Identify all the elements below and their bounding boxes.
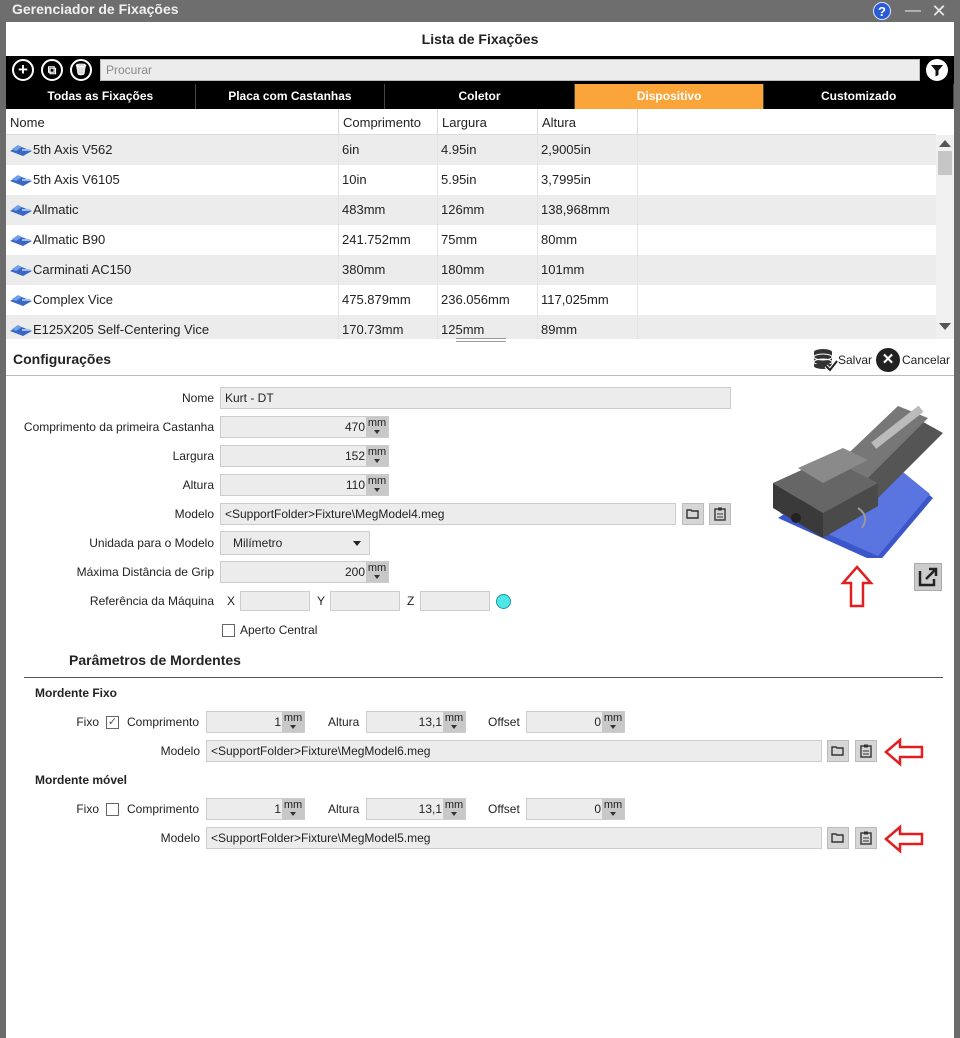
fixed-comp-value: 1 — [274, 715, 281, 729]
unidade-label: Unidada para o Modelo — [89, 536, 214, 550]
movable-comp-value: 1 — [274, 802, 281, 816]
movable-alt-label: Altura — [328, 802, 360, 816]
aperto-central-label: Aperto Central — [240, 623, 318, 637]
vise-icon — [9, 293, 33, 307]
table-header — [6, 109, 936, 135]
window-title: Gerenciador de Fixações — [12, 1, 179, 17]
tab-placa[interactable]: Placa com Castanhas — [196, 84, 386, 109]
z-label: Z — [407, 594, 415, 608]
minimize-button[interactable]: — — [905, 2, 921, 19]
unidade-select[interactable] — [220, 531, 370, 555]
table-scrollbar[interactable] — [936, 135, 954, 339]
fixed-comp-input[interactable] — [206, 711, 305, 733]
unit-dropdown[interactable]: mm — [443, 799, 465, 819]
table-cell — [339, 315, 438, 339]
fixture-name: Allmatic B90 — [33, 232, 106, 247]
copy-icon: ⧉ — [47, 63, 57, 77]
caret-icon — [451, 812, 457, 816]
fixture-dimension: 138,968mm — [541, 202, 610, 217]
vise-icon — [9, 203, 33, 217]
fixture-dimension: 236.056mm — [441, 292, 510, 307]
unit-dropdown[interactable]: mm — [282, 799, 304, 819]
grip-input[interactable] — [220, 561, 389, 583]
fixture-dimension: 117,025mm — [541, 292, 609, 307]
ref-maquina-label: Referência da Máquina — [89, 594, 214, 608]
caret-icon — [290, 812, 296, 816]
fixed-offset-input[interactable] — [526, 711, 625, 733]
tab-coletor[interactable]: Coletor — [385, 84, 575, 109]
column-largura[interactable]: Largura — [438, 109, 538, 135]
fixture-dimension: 380mm — [342, 262, 386, 277]
cancel-label: Cancelar — [902, 353, 951, 367]
movable-offset-input[interactable] — [526, 798, 625, 820]
fixture-table — [6, 109, 954, 339]
y-label: Y — [317, 594, 326, 608]
unit-dropdown[interactable]: mm — [443, 712, 465, 732]
fixture-dimension: 6in — [342, 142, 360, 157]
open-external-button[interactable] — [914, 563, 942, 591]
table-row[interactable] — [6, 165, 936, 195]
save-label: Salvar — [838, 353, 873, 367]
nome-label: Nome — [181, 391, 214, 405]
unit-dropdown[interactable]: mm — [366, 417, 388, 437]
fixture-dimension: 2,9005in — [541, 142, 591, 157]
filter-icon — [926, 59, 948, 81]
tab-dispositivo[interactable]: Dispositivo — [575, 84, 765, 109]
table-cell — [538, 255, 638, 285]
trash-icon: 🗑 — [74, 64, 88, 76]
vise-icon — [9, 263, 33, 277]
movable-fixo-label: Fixo — [76, 802, 99, 816]
fixture-dimension: 89mm — [541, 322, 578, 337]
jaws-section-title: Parâmetros de Mordentes — [69, 652, 241, 668]
vise-icon — [9, 143, 33, 157]
caret-icon — [374, 575, 380, 579]
nome-input[interactable]: Kurt - DT — [220, 387, 731, 409]
vise-icon — [9, 233, 33, 247]
table-cell — [339, 165, 438, 195]
ref-z-input[interactable] — [420, 591, 490, 611]
fixture-dimension: 4.95in — [441, 142, 477, 157]
table-cell — [339, 255, 438, 285]
unit-dropdown[interactable]: mm — [602, 712, 624, 732]
close-button[interactable]: ✕ — [931, 1, 947, 21]
fixture-dimension: 180mm — [441, 262, 485, 277]
altura-input[interactable] — [220, 474, 389, 496]
table-cell — [438, 165, 538, 195]
table-cell — [6, 315, 339, 339]
fixed-modelo-input[interactable]: <SupportFolder>Fixture\MegModel6.meg — [206, 740, 822, 762]
movable-paste-button[interactable] — [855, 827, 877, 849]
table-cell — [339, 135, 438, 165]
fixture-dimension: 75mm — [441, 232, 478, 247]
column-altura[interactable]: Altura — [538, 109, 638, 135]
table-row[interactable] — [6, 255, 936, 285]
vise-preview-image — [758, 388, 948, 558]
table-cell — [438, 285, 538, 315]
movable-modelo-label: Modelo — [160, 831, 200, 845]
movable-comp-label: Comprimento — [127, 802, 200, 816]
table-cell — [438, 255, 538, 285]
movable-comp-input[interactable] — [206, 798, 305, 820]
clipboard-icon — [860, 831, 872, 845]
paste-button[interactable] — [709, 503, 731, 525]
config-header — [6, 344, 954, 376]
fixed-offset-value: 0 — [594, 715, 601, 729]
fixture-dimension: 475.879mm — [342, 292, 411, 307]
table-cell — [6, 285, 339, 315]
fixture-name: Complex Vice — [33, 292, 113, 307]
fixed-jaw-title: Mordente Fixo — [35, 686, 118, 700]
vise-icon — [9, 323, 33, 337]
altura-value: 110 — [345, 478, 365, 492]
modelo-input[interactable]: <SupportFolder>Fixture\MegModel4.meg — [220, 503, 676, 525]
table-cell — [438, 315, 538, 339]
movable-jaw-title: Mordente móvel — [35, 773, 128, 787]
unit-dropdown[interactable]: mm — [366, 475, 388, 495]
list-title: Lista de Fixações — [6, 22, 954, 56]
fixture-name: Allmatic — [33, 202, 79, 217]
title-bar — [0, 0, 960, 22]
help-icon[interactable]: ? — [873, 2, 891, 20]
table-cell — [339, 225, 438, 255]
tab-todas[interactable]: Todas as Fixações — [6, 84, 196, 109]
column-nome[interactable]: Nome — [6, 109, 339, 135]
tab-customizado[interactable]: Customizado — [764, 84, 954, 109]
folder-icon — [686, 508, 700, 520]
ref-x-input[interactable] — [240, 591, 310, 611]
table-cell — [538, 135, 638, 165]
movable-fixo-checkbox[interactable] — [106, 803, 119, 816]
movable-alt-input[interactable] — [366, 798, 466, 820]
left-arrow-annotation-icon — [884, 824, 924, 854]
caret-icon — [451, 725, 457, 729]
caret-icon — [610, 812, 616, 816]
delete-fixture-button[interactable] — [70, 59, 92, 81]
fixed-fixo-checkbox[interactable]: ✓ — [107, 716, 118, 728]
clipboard-icon — [714, 507, 726, 521]
scroll-up-icon[interactable] — [939, 140, 951, 147]
unit-dropdown[interactable]: mm — [366, 446, 388, 466]
movable-modelo-input[interactable]: <SupportFolder>Fixture\MegModel5.meg — [206, 827, 822, 849]
movable-offset-label: Offset — [488, 802, 520, 816]
comp-castanha-input[interactable] — [220, 416, 389, 438]
table-row[interactable] — [6, 135, 936, 165]
largura-value: 152 — [344, 449, 365, 463]
fixture-name: E125X205 Self-Centering Vice — [33, 322, 210, 337]
table-cell — [538, 285, 638, 315]
fixed-alt-input[interactable] — [366, 711, 466, 733]
search-input[interactable]: Procurar — [100, 59, 920, 81]
category-tabs — [6, 84, 954, 109]
ref-y-input[interactable] — [330, 591, 400, 611]
table-cell — [339, 195, 438, 225]
fixture-name: 5th Axis V6105 — [33, 172, 120, 187]
database-save-icon — [812, 347, 838, 373]
table-row[interactable] — [6, 225, 936, 255]
folder-icon — [831, 745, 845, 757]
fixture-dimension: 126mm — [441, 202, 485, 217]
fixture-dimension: 3,7995in — [541, 172, 591, 187]
fixed-alt-label: Altura — [328, 715, 360, 729]
column-comprimento[interactable]: Comprimento — [339, 109, 438, 135]
folder-icon — [831, 832, 845, 844]
fixture-dimension: 10in — [342, 172, 367, 187]
browse-folder-button[interactable] — [682, 503, 704, 525]
fixed-fixo-label: Fixo — [76, 715, 99, 729]
movable-offset-value: 0 — [594, 802, 601, 816]
table-cell — [538, 225, 638, 255]
fixed-browse-folder-button[interactable] — [827, 740, 849, 762]
table-cell — [438, 225, 538, 255]
config-title: Configurações — [13, 351, 112, 367]
reference-pick-icon[interactable] — [496, 594, 511, 609]
cancel-button[interactable] — [876, 347, 950, 373]
fixture-dimension: 170.73mm — [342, 322, 404, 337]
caret-icon — [290, 725, 296, 729]
table-row[interactable] — [6, 315, 936, 339]
table-cell — [438, 195, 538, 225]
fixed-offset-label: Offset — [488, 715, 520, 729]
table-row[interactable] — [6, 285, 936, 315]
fixture-name: Carminati AC150 — [33, 262, 132, 277]
fixed-modelo-label: Modelo — [160, 744, 200, 758]
fixture-dimension: 483mm — [342, 202, 386, 217]
caret-icon — [374, 459, 380, 463]
filter-button[interactable] — [926, 59, 948, 81]
splitter-grip[interactable] — [456, 338, 506, 342]
fixed-alt-value: 13,1 — [418, 715, 442, 729]
save-button[interactable] — [812, 347, 872, 373]
up-arrow-annotation-icon — [840, 565, 874, 609]
grip-label: Máxima Distância de Grip — [76, 565, 214, 579]
table-cell — [6, 195, 339, 225]
fixture-dimension: 5.95in — [441, 172, 477, 187]
list-toolbar — [6, 56, 954, 84]
table-cell — [6, 225, 339, 255]
fixed-comp-label: Comprimento — [127, 715, 200, 729]
largura-label: Largura — [172, 449, 214, 463]
altura-label: Altura — [182, 478, 214, 492]
unit-dropdown[interactable]: mm — [366, 562, 388, 582]
movable-alt-value: 13,1 — [418, 802, 442, 816]
unidade-value: Milímetro — [233, 536, 283, 550]
vise-icon — [9, 173, 33, 187]
add-fixture-button[interactable] — [12, 59, 34, 81]
fixture-dimension: 125mm — [441, 322, 485, 337]
close-circle-icon: ✕ — [876, 348, 900, 372]
fixture-dimension: 241.752mm — [342, 232, 411, 247]
scroll-thumb[interactable] — [938, 151, 952, 175]
plus-icon: + — [18, 60, 28, 79]
table-cell — [538, 165, 638, 195]
table-cell — [6, 165, 339, 195]
fixture-name: 5th Axis V562 — [33, 142, 113, 157]
fixture-dimension: 80mm — [541, 232, 578, 247]
modelo-label: Modelo — [174, 507, 214, 521]
largura-input[interactable] — [220, 445, 389, 467]
caret-icon — [374, 430, 380, 434]
unit-dropdown[interactable]: mm — [282, 712, 304, 732]
caret-icon — [374, 488, 380, 492]
left-arrow-annotation-icon — [884, 737, 924, 767]
clipboard-icon — [860, 744, 872, 758]
caret-icon — [610, 725, 616, 729]
fixture-dimension: 101mm — [541, 262, 585, 277]
unit-dropdown[interactable]: mm — [602, 799, 624, 819]
table-cell — [339, 285, 438, 315]
table-cell — [6, 135, 339, 165]
table-cell — [6, 255, 339, 285]
copy-fixture-button[interactable] — [41, 59, 63, 81]
aperto-central-checkbox[interactable] — [222, 624, 235, 637]
grip-value: 200 — [344, 565, 365, 579]
external-link-icon — [915, 564, 941, 590]
table-cell — [538, 315, 638, 339]
comp-castanha-label: Comprimento da primeira Castanha — [23, 420, 214, 434]
table-row[interactable] — [6, 195, 936, 225]
scroll-down-icon[interactable] — [939, 323, 951, 330]
movable-browse-folder-button[interactable] — [827, 827, 849, 849]
table-cell — [438, 135, 538, 165]
fixed-paste-button[interactable] — [855, 740, 877, 762]
table-cell — [538, 195, 638, 225]
fixture-manager-window — [6, 22, 954, 1038]
comp-castanha-value: 470 — [344, 420, 365, 434]
chevron-down-icon — [353, 541, 361, 546]
section-divider — [24, 677, 943, 678]
x-label: X — [227, 594, 236, 608]
